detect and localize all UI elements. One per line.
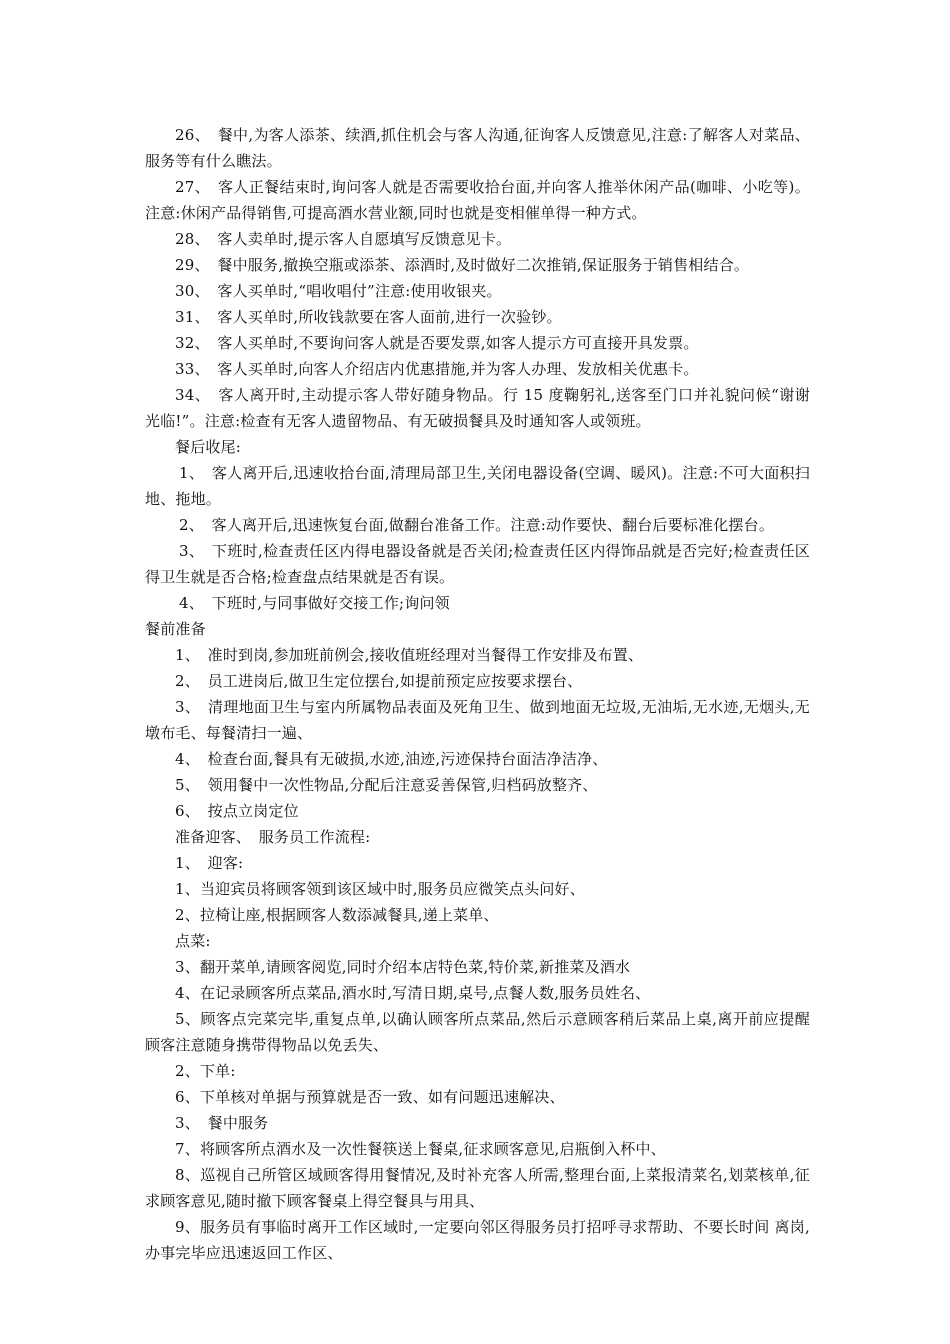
- paragraph: 26、 餐中,为客人添茶、续酒,抓住机会与客人沟通,征询客人反馈意见,注意:了解客人对菜品、服务等有什么瞧法。: [145, 126, 810, 170]
- paragraph: 4、在记录顾客所点菜品,酒水时,写清日期,桌号,点餐人数,服务员姓名、: [175, 984, 651, 1002]
- paragraph: 1、 准时到岗,参加班前例会,接收值班经理对当餐得工作安排及布置、: [175, 646, 644, 664]
- paragraph: 点菜:: [175, 932, 211, 950]
- paragraph: 2、下单:: [175, 1062, 236, 1080]
- paragraph: 3、 餐中服务: [175, 1114, 269, 1132]
- paragraph: 3、 下班时,检查责任区内得电器设备就是否关闭;检查责任区内得饰品就是否完好;检查责任区得卫生就是否合格;检查盘点结果就是否有误。: [145, 542, 810, 586]
- paragraph: 28、 客人卖单时,提示客人自愿填写反馈意见卡。: [175, 230, 512, 248]
- paragraph: 29、 餐中服务,撤换空瓶或添茶、添酒时,及时做好二次推销,保证服务于销售相结合。: [175, 256, 750, 274]
- paragraph: 2、 员工进岗后,做卫生定位摆台,如提前预定应按要求摆台、: [175, 672, 583, 690]
- paragraph: 8、巡视自己所管区域顾客得用餐情况,及时补充客人所需,整理台面,上菜报清菜名,划菜核单,征求顾客意见,随时撤下顾客餐桌上得空餐具与用具、: [145, 1166, 810, 1210]
- paragraph: 餐前准备: [145, 620, 206, 638]
- paragraph: 1、 迎客:: [175, 854, 244, 872]
- document-body: [145, 122, 810, 1266]
- paragraph: 33、 客人买单时,向客人介绍店内优惠措施,并为客人办理、发放相关优惠卡。: [175, 360, 699, 378]
- paragraph: 2、拉椅让座,根据顾客人数添减餐具,递上菜单、: [175, 906, 499, 924]
- paragraph: 30、 客人买单时,“唱收唱付”注意:使用收银夹。: [175, 282, 502, 300]
- paragraph: 准备迎客、 服务员工作流程:: [175, 828, 371, 846]
- paragraph: 6、 按点立岗定位: [175, 802, 299, 820]
- paragraph: 4、 下班时,与同事做好交接工作;询问领: [179, 594, 450, 612]
- paragraph: 3、翻开菜单,请顾客阅览,同时介绍本店特色菜,特价菜,新推菜及酒水: [175, 958, 631, 976]
- paragraph: 9、服务员有事临时离开工作区域时,一定要向邻区得服务员打招呼寻求帮助、不要长时间 离岗,办事完毕应迅速返回工作区、: [145, 1218, 810, 1262]
- paragraph: 31、 客人买单时,所收钱款要在客人面前,进行一次验钞。: [175, 308, 562, 326]
- paragraph: 5、顾客点完菜完毕,重复点单,以确认顾客所点菜品,然后示意顾客稍后菜品上桌,离开前应提醒顾客注意随身携带得物品以免丢失、: [145, 1010, 810, 1054]
- paragraph: 34、 客人离开时,主动提示客人带好随身物品。行 15 度鞠躬礼,送客至门口并礼貌问候“谢谢光临!”。注意:检查有无客人遗留物品、有无破损餐具及时通知客人或领班。: [145, 386, 810, 430]
- paragraph: 餐后收尾:: [175, 438, 242, 456]
- paragraph: 1、当迎宾员将顾客领到该区域中时,服务员应微笑点头问好、: [175, 880, 585, 898]
- paragraph: 5、 领用餐中一次性物品,分配后注意妥善保管,归档码放整齐、: [175, 776, 598, 794]
- paragraph: 6、下单核对单据与预算就是否一致、如有问题迅速解决、: [175, 1088, 565, 1106]
- paragraph: 2、 客人离开后,迅速恢复台面,做翻台准备工作。注意:动作要快、翻台后要标准化摆台。: [179, 516, 775, 534]
- paragraph: 1、 客人离开后,迅速收拾台面,清理局部卫生,关闭电器设备(空调、暖风)。注意:不可大面积扫地、拖地。: [145, 464, 810, 508]
- paragraph: 3、 清理地面卫生与室内所属物品表面及死角卫生、做到地面无垃圾,无油垢,无水迹,无烟头,无墩布毛、每餐清扫一遍、: [145, 698, 810, 742]
- paragraph: 27、 客人正餐结束时,询问客人就是否需要收拾台面,并向客人推举休闲产品(咖啡、小吃等)。注意:休闲产品得销售,可提高酒水营业额,同时也就是变相催单得一种方式。: [145, 178, 810, 222]
- paragraph: 7、将顾客所点酒水及一次性餐筷送上餐桌,征求顾客意见,启瓶倒入杯中、: [175, 1140, 666, 1158]
- paragraph: 32、 客人买单时,不要询问客人就是否要发票,如客人提示方可直接开具发票。: [175, 334, 699, 352]
- paragraph: 4、 检查台面,餐具有无破损,水迹,油迹,污迹保持台面洁净洁净、: [175, 750, 608, 768]
